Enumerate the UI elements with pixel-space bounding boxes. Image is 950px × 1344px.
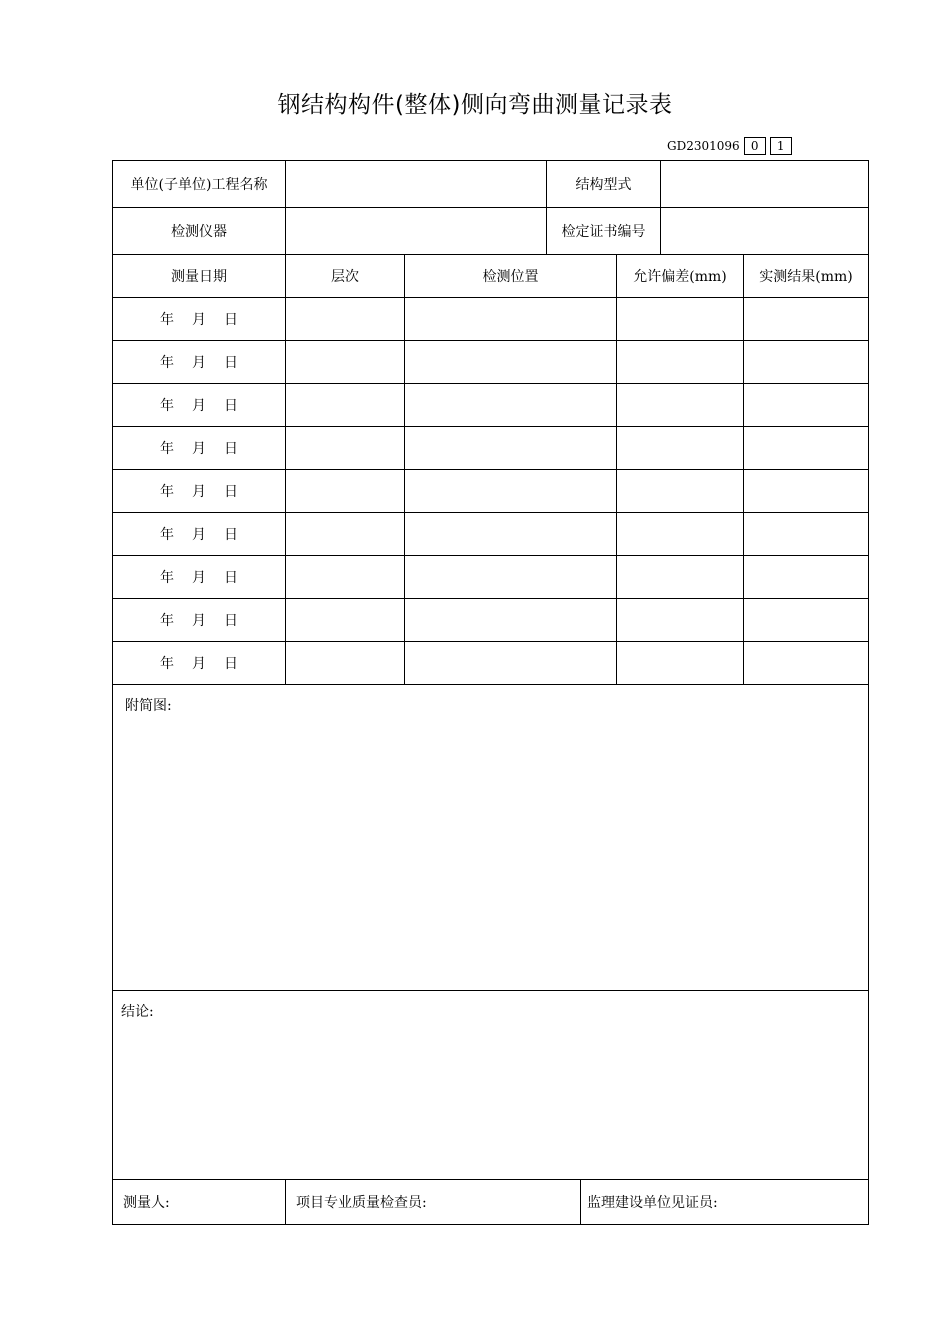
conclusion-area[interactable] xyxy=(113,991,868,1180)
surveyor-label: 测量人: xyxy=(123,1195,170,1211)
date-year: 年 xyxy=(160,355,174,371)
position-cell[interactable] xyxy=(405,427,617,470)
date-cell[interactable] xyxy=(113,298,286,341)
layer-cell[interactable] xyxy=(286,341,405,384)
position-cell[interactable] xyxy=(405,513,617,556)
date-placeholder xyxy=(160,524,238,544)
date-day: 日 xyxy=(224,312,238,328)
position-cell[interactable] xyxy=(405,384,617,427)
date-day: 日 xyxy=(224,656,238,672)
allowed-cell[interactable] xyxy=(617,427,744,470)
date-cell[interactable] xyxy=(113,599,286,642)
layer-cell[interactable] xyxy=(286,427,405,470)
position-cell[interactable] xyxy=(405,599,617,642)
layer-cell[interactable] xyxy=(286,384,405,427)
date-placeholder xyxy=(160,653,238,673)
date-placeholder xyxy=(160,309,238,329)
position-cell[interactable] xyxy=(405,470,617,513)
date-placeholder xyxy=(160,352,238,372)
allowed-cell[interactable] xyxy=(617,470,744,513)
date-day: 日 xyxy=(224,484,238,500)
date-month: 月 xyxy=(192,527,206,543)
sketch-label: 附简图: xyxy=(125,698,172,714)
date-cell[interactable] xyxy=(113,642,286,685)
structure-type-label: 结构型式 xyxy=(547,161,661,208)
header-date: 测量日期 xyxy=(113,255,286,298)
date-month: 月 xyxy=(192,441,206,457)
certificate-field[interactable] xyxy=(661,208,868,255)
structure-type-field[interactable] xyxy=(661,161,868,208)
layer-cell[interactable] xyxy=(286,298,405,341)
surveyor-signature[interactable] xyxy=(113,1180,286,1224)
position-cell[interactable] xyxy=(405,341,617,384)
layer-cell[interactable] xyxy=(286,599,405,642)
quality-inspector-signature[interactable] xyxy=(286,1180,581,1224)
allowed-cell[interactable] xyxy=(617,341,744,384)
date-day: 日 xyxy=(224,527,238,543)
measured-cell[interactable] xyxy=(744,642,868,685)
date-month: 月 xyxy=(192,355,206,371)
date-year: 年 xyxy=(160,398,174,414)
allowed-cell[interactable] xyxy=(617,642,744,685)
date-day: 日 xyxy=(224,398,238,414)
layer-cell[interactable] xyxy=(286,513,405,556)
date-cell[interactable] xyxy=(113,513,286,556)
date-month: 月 xyxy=(192,312,206,328)
measured-cell[interactable] xyxy=(744,298,868,341)
allowed-cell[interactable] xyxy=(617,556,744,599)
date-placeholder xyxy=(160,438,238,458)
conclusion-label: 结论: xyxy=(121,1004,154,1020)
sketch-area[interactable] xyxy=(113,685,868,991)
date-placeholder xyxy=(160,610,238,630)
page-title: 钢结构构件(整体)侧向弯曲测量记录表 xyxy=(277,92,673,118)
position-cell[interactable] xyxy=(405,642,617,685)
measured-cell[interactable] xyxy=(744,341,868,384)
record-form xyxy=(112,160,869,1225)
measured-cell[interactable] xyxy=(744,513,868,556)
instrument-field[interactable] xyxy=(286,208,547,255)
supervisor-witness-signature[interactable] xyxy=(581,1180,868,1224)
date-month: 月 xyxy=(192,398,206,414)
layer-cell[interactable] xyxy=(286,470,405,513)
allowed-cell[interactable] xyxy=(617,599,744,642)
date-month: 月 xyxy=(192,613,206,629)
position-cell[interactable] xyxy=(405,556,617,599)
date-day: 日 xyxy=(224,441,238,457)
form-code-box-2[interactable]: 1 xyxy=(770,137,792,155)
form-code xyxy=(667,137,792,155)
header-measured-result: 实测结果(mm) xyxy=(744,255,868,298)
allowed-cell[interactable] xyxy=(617,384,744,427)
form-code-prefix: GD2301096 xyxy=(667,139,740,153)
date-month: 月 xyxy=(192,656,206,672)
date-cell[interactable] xyxy=(113,427,286,470)
date-year: 年 xyxy=(160,656,174,672)
header-layer: 层次 xyxy=(286,255,405,298)
date-year: 年 xyxy=(160,312,174,328)
quality-inspector-label: 项目专业质量检查员: xyxy=(296,1195,427,1211)
date-placeholder xyxy=(160,567,238,587)
date-year: 年 xyxy=(160,527,174,543)
form-code-box-1[interactable]: 0 xyxy=(744,137,766,155)
header-position: 检测位置 xyxy=(405,255,617,298)
measured-cell[interactable] xyxy=(744,427,868,470)
measured-cell[interactable] xyxy=(744,384,868,427)
allowed-cell[interactable] xyxy=(617,298,744,341)
date-cell[interactable] xyxy=(113,470,286,513)
date-year: 年 xyxy=(160,484,174,500)
header-allowed-deviation: 允许偏差(mm) xyxy=(617,255,744,298)
date-placeholder xyxy=(160,481,238,501)
project-name-label: 单位(子单位)工程名称 xyxy=(113,161,286,208)
date-month: 月 xyxy=(192,570,206,586)
date-day: 日 xyxy=(224,613,238,629)
certificate-label: 检定证书编号 xyxy=(547,208,661,255)
instrument-label: 检测仪器 xyxy=(113,208,286,255)
position-cell[interactable] xyxy=(405,298,617,341)
date-cell[interactable] xyxy=(113,384,286,427)
date-year: 年 xyxy=(160,570,174,586)
date-day: 日 xyxy=(224,355,238,371)
project-name-field[interactable] xyxy=(286,161,547,208)
measured-cell[interactable] xyxy=(744,556,868,599)
date-cell[interactable] xyxy=(113,556,286,599)
measured-cell[interactable] xyxy=(744,599,868,642)
allowed-cell[interactable] xyxy=(617,513,744,556)
date-cell[interactable] xyxy=(113,341,286,384)
measured-cell[interactable] xyxy=(744,470,868,513)
layer-cell[interactable] xyxy=(286,556,405,599)
date-month: 月 xyxy=(192,484,206,500)
date-day: 日 xyxy=(224,570,238,586)
date-year: 年 xyxy=(160,613,174,629)
supervisor-witness-label: 监理建设单位见证员: xyxy=(587,1195,718,1211)
layer-cell[interactable] xyxy=(286,642,405,685)
date-year: 年 xyxy=(160,441,174,457)
date-placeholder xyxy=(160,395,238,415)
